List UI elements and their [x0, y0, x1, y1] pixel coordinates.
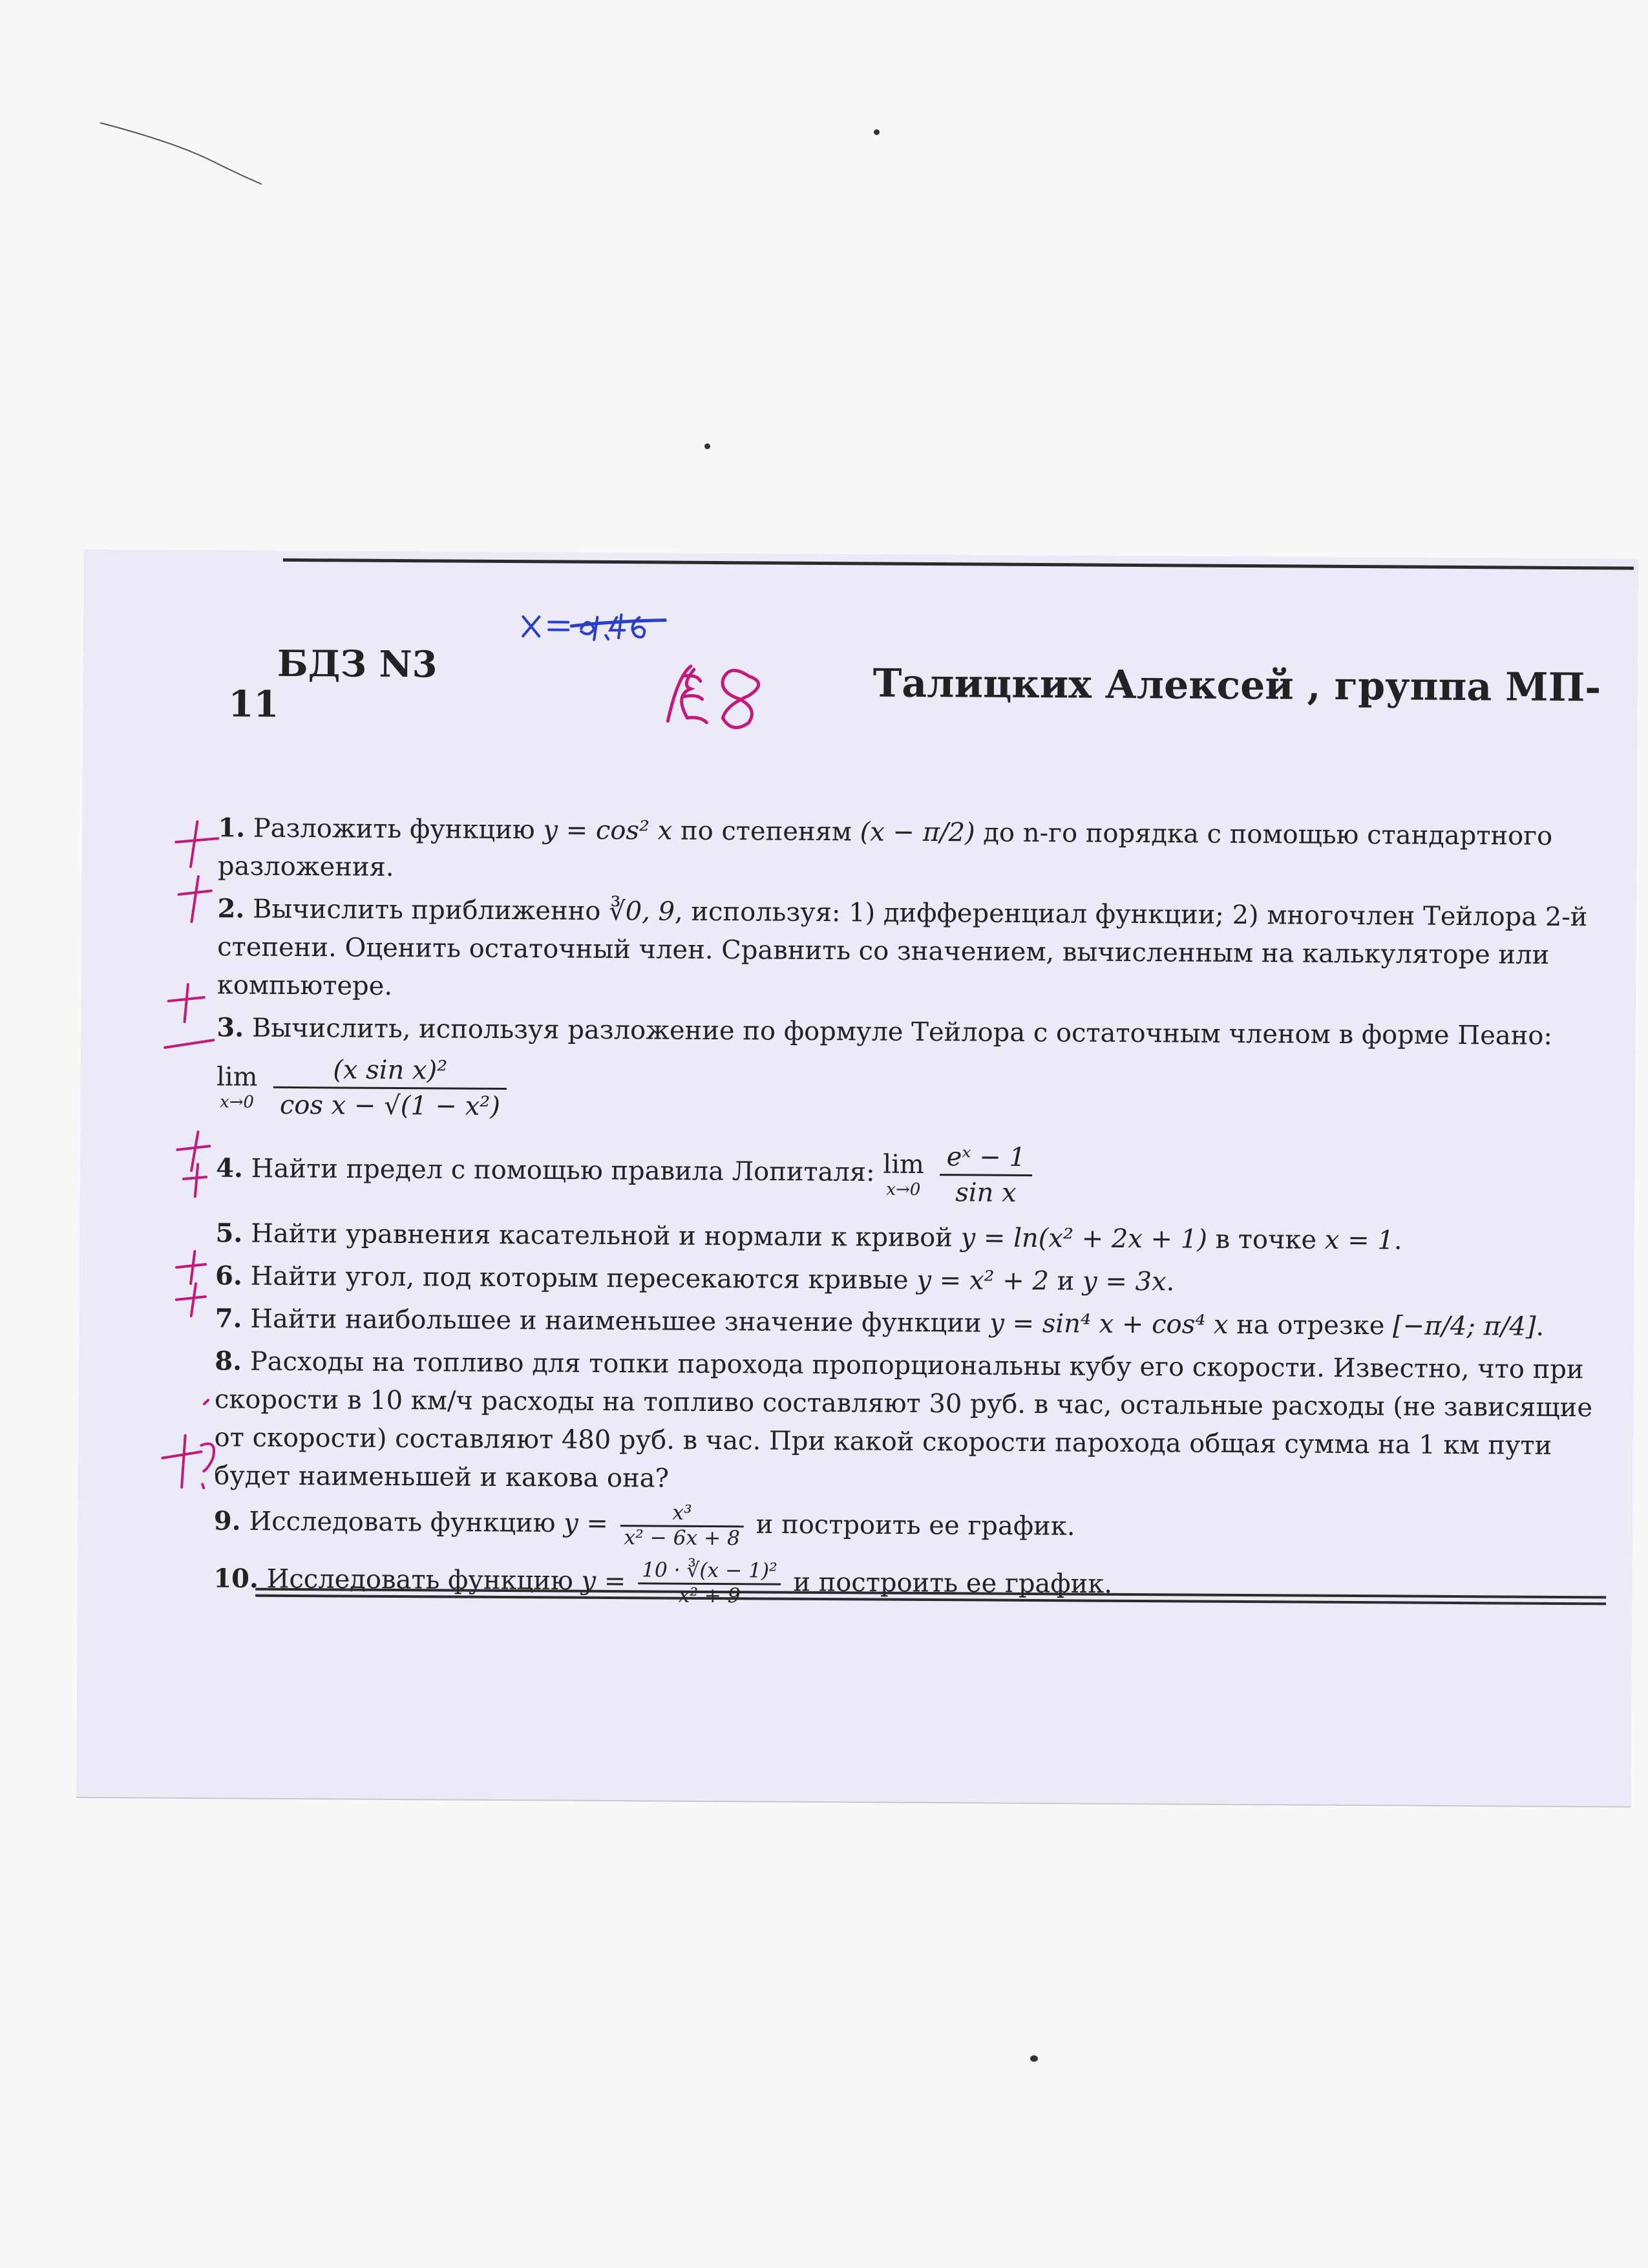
limit-expression: lim x→0 $\frac{\text{(x sin x)²}}{\text{cos x − √(1 − x²)}}$	[217, 1052, 507, 1123]
scan-speck	[704, 443, 710, 449]
problem-9: 9. Исследовать функцию y = $\frac{\text{x³}}{\text{x² − 6x + 8}}$ и построить ее график.	[213, 1501, 1075, 1551]
blue-margin-note	[523, 614, 665, 640]
scan-speck	[874, 129, 880, 135]
problem-2: 2. Вычислить приближенно ∛0, 9, используя: 1) дифференциал функции; 2) многочлен Тейлора 2-й степени. Оценить остаточный член. Сравнить со значением, вычисленным на калькуляторе или компьютере.	[217, 893, 1588, 1001]
problem-4: 4. Найти предел с помощью правила Лопиталя: lim x→0 $\frac{\text{eˣ − 1}}{\text{sin x}}$	[216, 1130, 1619, 1218]
check-marks	[162, 821, 218, 1488]
problem-10: 10. Исследовать функцию y = $\frac{\text{10 · ∛(x − 1)²}}{\text{x² + 9}}$ и построить ее график.	[213, 1558, 1113, 1607]
scan-speck	[1030, 2055, 1038, 2062]
problem-3: 3. Вычислить, используя разложение по формуле Тейлора с остаточным членом в форме Пеано: lim x→0 $\frac{\text{(x sin x)²}}{\text{cos x − √(1 − x²)}}$	[217, 1008, 1620, 1135]
handwritten-annotations	[76, 549, 1638, 1807]
pencil-scribble	[97, 116, 265, 187]
score-mark	[668, 666, 759, 728]
limit-expression: lim x→0 $\frac{\text{eˣ − 1}}{\text{sin x}}$	[883, 1140, 1032, 1210]
problem-5: 5. Найти уравнения касательной и нормали к кривой y = ln(x² + 2x + 1) в точке x = 1.	[215, 1218, 1402, 1256]
problem-1: 1. Разложить функцию y = cos² x по степеням (x − π/2) до n-го порядка с помощью стандартного разложения.	[217, 812, 1553, 882]
problem-8: 8. Расходы на топливо для топки парохода пропорциональны кубу его скорости. Известно, что при скорости в 10 км/ч расходы на топливо составляют 30 руб. в час, остальные расходы (не зависящие от скорости) составляют 480 руб. в час. При какой скорости парохода общая сумма на 1 км пути будет наименьшей и какова она?	[214, 1346, 1593, 1494]
assignment-code: БДЗ N3	[277, 642, 438, 686]
problem-7: 7. Найти наибольшее и наименьшее значение функции y = sin⁴ x + cos⁴ x на отрезке [−π/4; π/4].	[215, 1303, 1545, 1342]
assignment-sheet	[76, 549, 1638, 1807]
student-name: Талицких Алексей , группа МП-	[872, 661, 1601, 711]
problem-6: 6. Найти угол, под которым пересекаются кривые y = x² + 2 и y = 3x.	[215, 1260, 1175, 1297]
variant-number: 11	[228, 683, 279, 726]
